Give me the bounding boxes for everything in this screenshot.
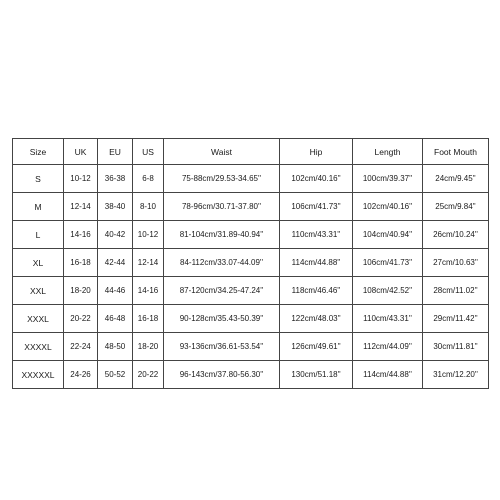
table-cell: 104cm/40.94'' [353, 221, 423, 249]
table-row [13, 361, 489, 389]
table-cell: 114cm/44.88'' [280, 249, 353, 277]
size-label-cell: XXXXL [13, 333, 64, 361]
table-cell: 12-14 [133, 249, 164, 277]
table-cell: 26cm/10.24'' [423, 221, 489, 249]
table-cell: 40-42 [98, 221, 133, 249]
size-chart-table [12, 138, 489, 389]
table-cell: 90-128cm/35.43-50.39'' [164, 305, 280, 333]
table-cell: 18-20 [133, 333, 164, 361]
table-cell: 38-40 [98, 193, 133, 221]
table-cell: 24cm/9.45'' [423, 165, 489, 193]
table-row [13, 305, 489, 333]
table-cell: 102cm/40.16'' [353, 193, 423, 221]
column-header: Size [13, 139, 64, 165]
table-cell: 16-18 [64, 249, 98, 277]
table-cell: 108cm/42.52'' [353, 277, 423, 305]
size-chart-body [13, 139, 489, 389]
column-header: EU [98, 139, 133, 165]
table-cell: 126cm/49.61'' [280, 333, 353, 361]
size-label-cell: XXXXXL [13, 361, 64, 389]
table-cell: 36-38 [98, 165, 133, 193]
table-cell: 28cm/11.02'' [423, 277, 489, 305]
table-row [13, 165, 489, 193]
table-cell: 106cm/41.73'' [353, 249, 423, 277]
table-cell: 30cm/11.81'' [423, 333, 489, 361]
table-cell: 106cm/41.73'' [280, 193, 353, 221]
table-row [13, 277, 489, 305]
column-header: UK [64, 139, 98, 165]
table-cell: 27cm/10.63'' [423, 249, 489, 277]
table-cell: 22-24 [64, 333, 98, 361]
table-cell: 29cm/11.42'' [423, 305, 489, 333]
table-cell: 24-26 [64, 361, 98, 389]
size-label-cell: XXL [13, 277, 64, 305]
table-cell: 14-16 [64, 221, 98, 249]
table-cell: 16-18 [133, 305, 164, 333]
table-cell: 48-50 [98, 333, 133, 361]
table-row [13, 221, 489, 249]
table-cell: 14-16 [133, 277, 164, 305]
table-cell: 8-10 [133, 193, 164, 221]
size-label-cell: XL [13, 249, 64, 277]
column-header: Length [353, 139, 423, 165]
table-cell: 44-46 [98, 277, 133, 305]
table-cell: 78-96cm/30.71-37.80'' [164, 193, 280, 221]
table-cell: 42-44 [98, 249, 133, 277]
table-cell: 10-12 [133, 221, 164, 249]
table-cell: 81-104cm/31.89-40.94'' [164, 221, 280, 249]
table-cell: 118cm/46.46'' [280, 277, 353, 305]
table-cell: 96-143cm/37.80-56.30'' [164, 361, 280, 389]
table-cell: 18-20 [64, 277, 98, 305]
size-chart-header-row [13, 139, 489, 165]
table-cell: 12-14 [64, 193, 98, 221]
table-cell: 6-8 [133, 165, 164, 193]
table-cell: 10-12 [64, 165, 98, 193]
column-header: Foot Mouth [423, 139, 489, 165]
table-cell: 100cm/39.37'' [353, 165, 423, 193]
table-cell: 122cm/48.03'' [280, 305, 353, 333]
table-cell: 46-48 [98, 305, 133, 333]
table-cell: 50-52 [98, 361, 133, 389]
table-row [13, 333, 489, 361]
table-cell: 25cm/9.84'' [423, 193, 489, 221]
table-cell: 130cm/51.18'' [280, 361, 353, 389]
table-cell: 114cm/44.88'' [353, 361, 423, 389]
table-cell: 20-22 [64, 305, 98, 333]
column-header: US [133, 139, 164, 165]
table-row [13, 249, 489, 277]
size-label-cell: L [13, 221, 64, 249]
size-label-cell: M [13, 193, 64, 221]
table-cell: 87-120cm/34.25-47.24'' [164, 277, 280, 305]
size-label-cell: XXXL [13, 305, 64, 333]
column-header: Waist [164, 139, 280, 165]
table-cell: 110cm/43.31'' [353, 305, 423, 333]
size-label-cell: S [13, 165, 64, 193]
table-cell: 110cm/43.31'' [280, 221, 353, 249]
table-cell: 31cm/12.20'' [423, 361, 489, 389]
table-cell: 84-112cm/33.07-44.09'' [164, 249, 280, 277]
table-cell: 20-22 [133, 361, 164, 389]
table-cell: 102cm/40.16'' [280, 165, 353, 193]
table-row [13, 193, 489, 221]
table-cell: 93-136cm/36.61-53.54'' [164, 333, 280, 361]
table-cell: 112cm/44.09'' [353, 333, 423, 361]
column-header: Hip [280, 139, 353, 165]
table-cell: 75-88cm/29.53-34.65'' [164, 165, 280, 193]
